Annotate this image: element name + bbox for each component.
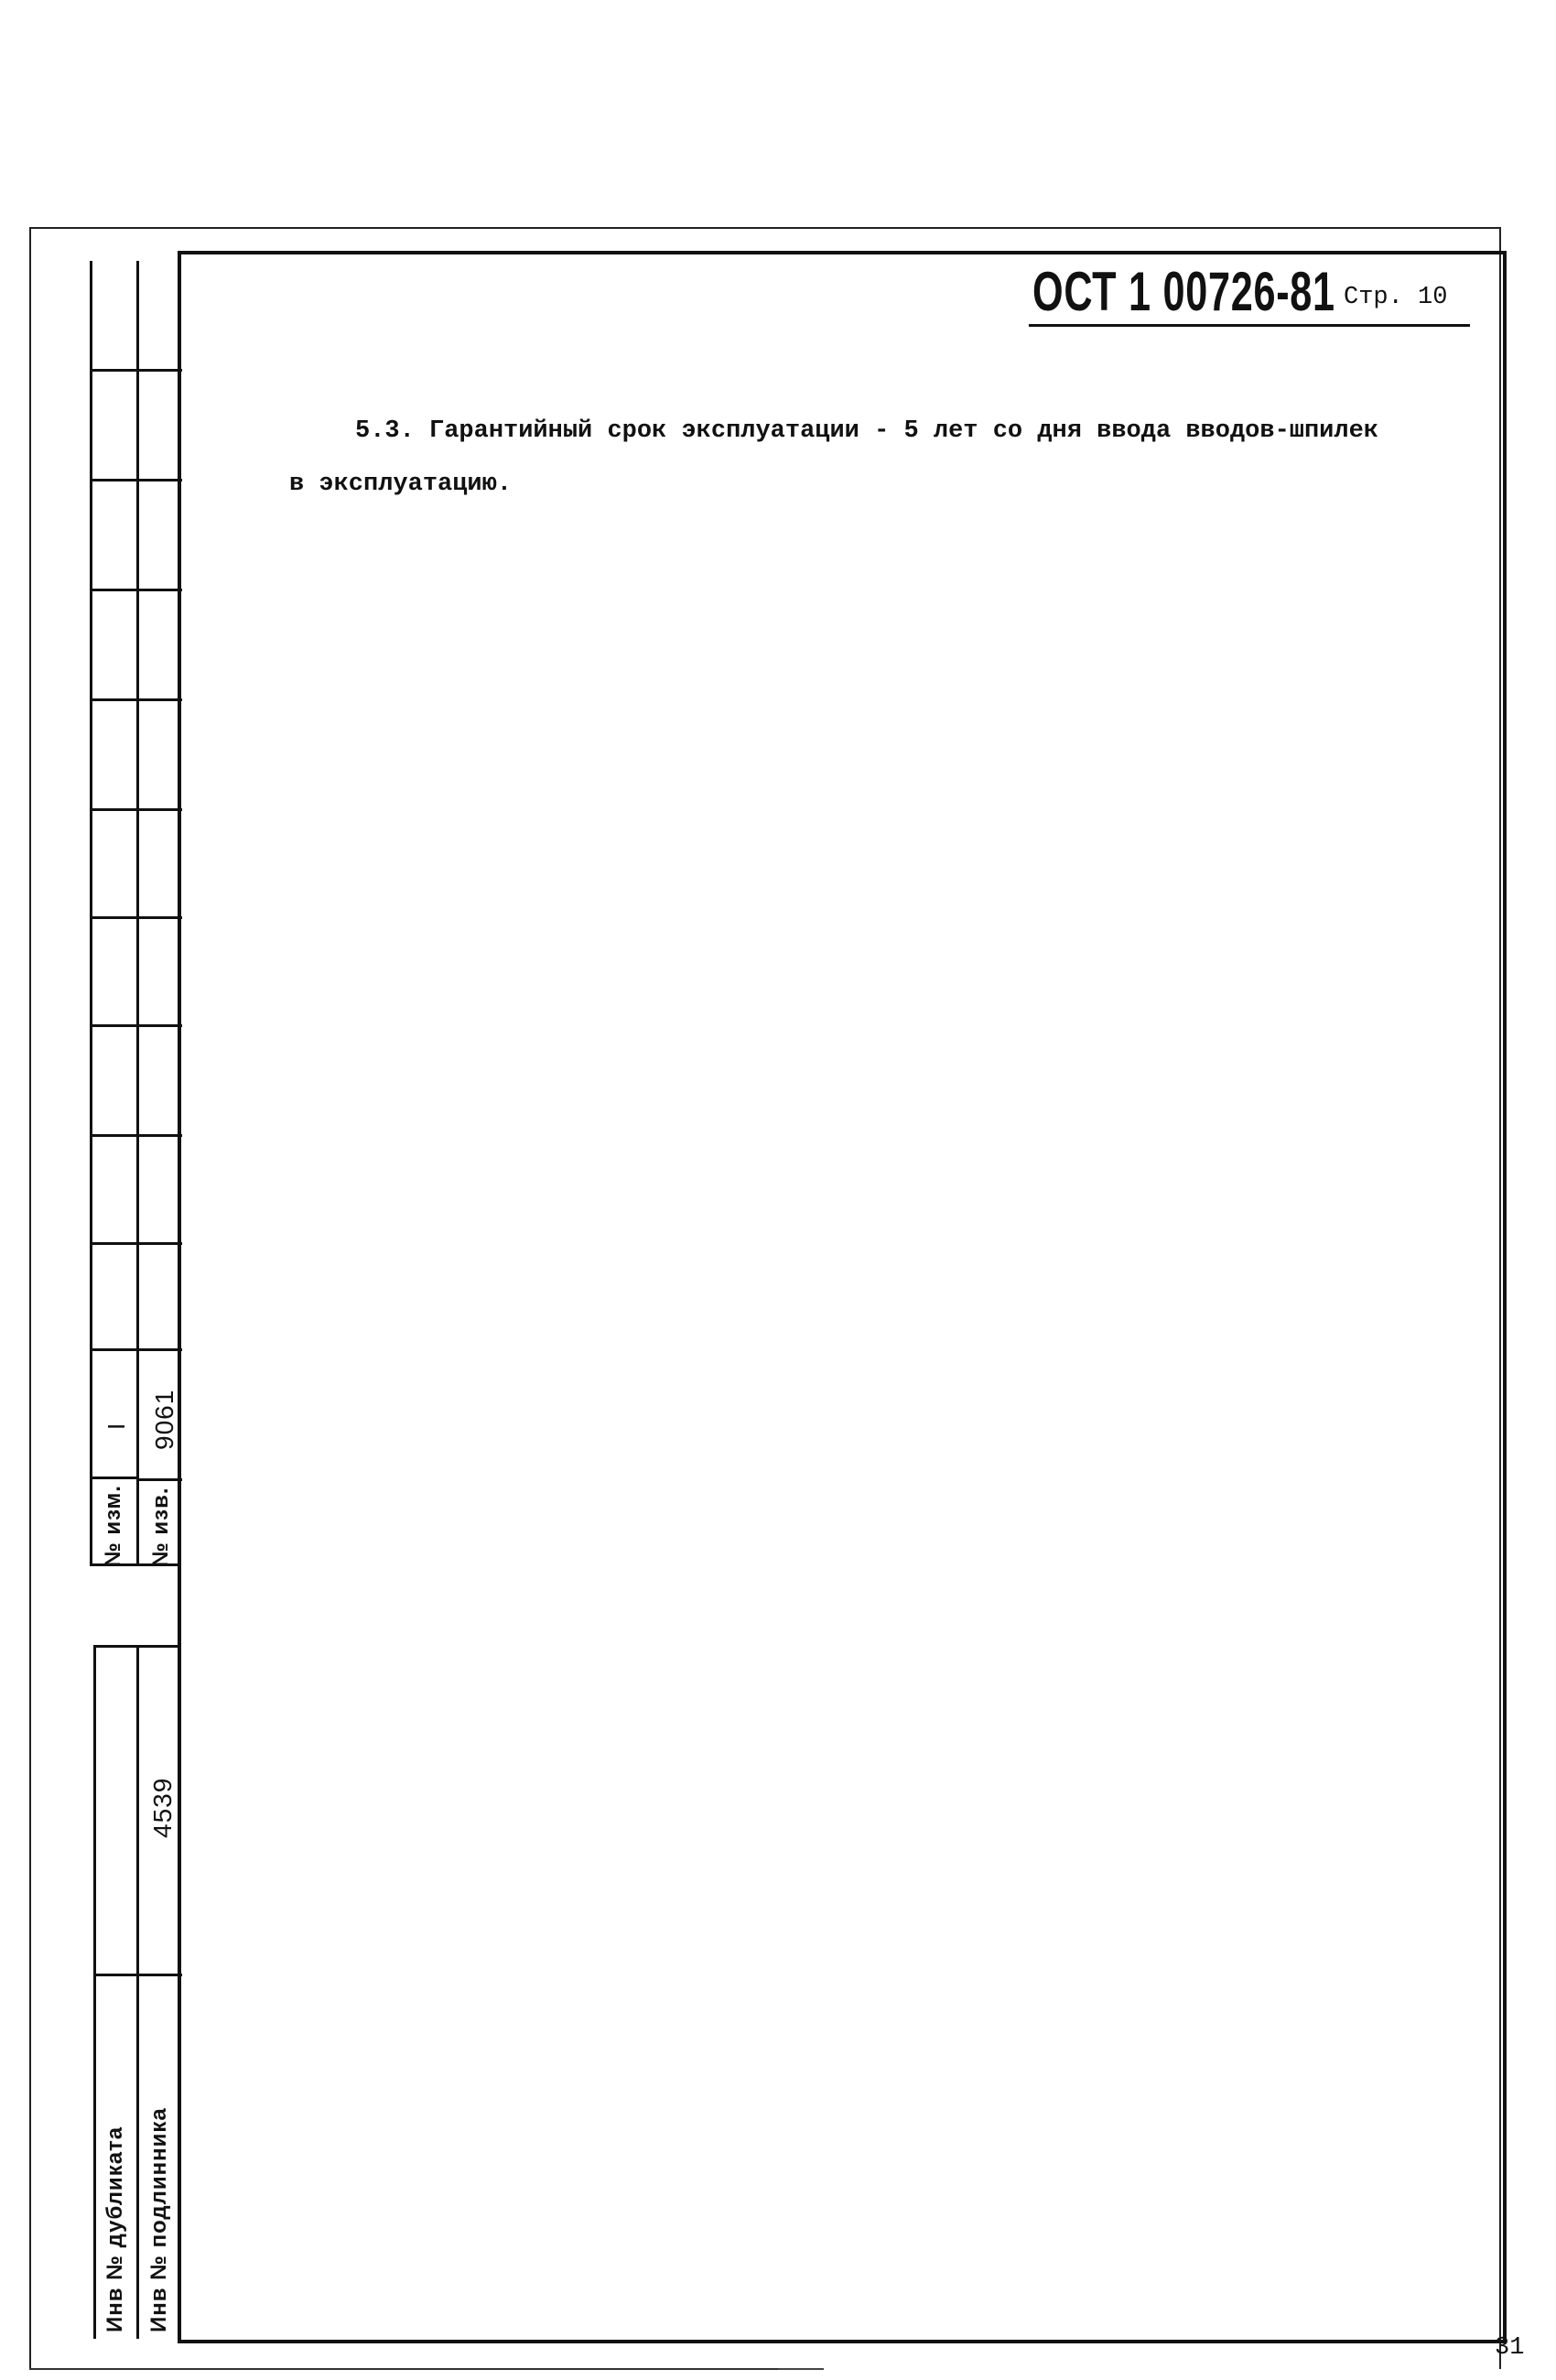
change-number-value: I [103, 1422, 130, 1430]
original-inventory-label: Инв № подлинника [146, 2107, 171, 2332]
body-line: в эксплуатацию. [289, 471, 513, 498]
revision-grid-row-line [92, 808, 182, 811]
revision-grid-row-line [92, 1134, 182, 1137]
revision-grid-row-line [92, 698, 182, 701]
revision-grid-row-line [92, 916, 182, 919]
inner-frame [178, 251, 1507, 2343]
revision-grid-row-line [136, 1478, 182, 1481]
page-label: Стр. 10 [1344, 284, 1448, 311]
revision-grid-row-line [92, 589, 182, 591]
revision-grid-row-line [92, 479, 182, 481]
document-header [1029, 261, 1470, 327]
sheet-number: 31 [1495, 2334, 1525, 2362]
inventory-table-row-line [96, 1974, 182, 1976]
notice-number-label: № изв. [148, 1487, 173, 1567]
revision-grid-row-line [92, 1242, 182, 1245]
inventory-table-column-divider [136, 1648, 139, 2339]
original-inventory-value: 4539 [148, 1777, 177, 1838]
notice-number-value: 9061 [150, 1389, 178, 1450]
revision-grid-row-line [92, 1477, 136, 1479]
document-code: ОСТ 1 00726-81 [1032, 261, 1335, 322]
revision-grid [90, 261, 179, 1566]
revision-grid-column-divider [136, 261, 139, 1563]
duplicate-inventory-label: Инв № дубликата [103, 2126, 127, 2332]
body-line: 5.3. Гарантийный срок эксплуатации - 5 лет со дня ввода вводов-шпилек [355, 417, 1378, 445]
change-number-label: № изм. [101, 1485, 125, 1567]
revision-grid-row-line [92, 1348, 182, 1351]
revision-grid-row-line [92, 369, 182, 372]
bottom-edge-dash [796, 2368, 824, 2370]
revision-grid-row-line [92, 1024, 182, 1027]
bottom-edge-line [29, 2368, 816, 2370]
